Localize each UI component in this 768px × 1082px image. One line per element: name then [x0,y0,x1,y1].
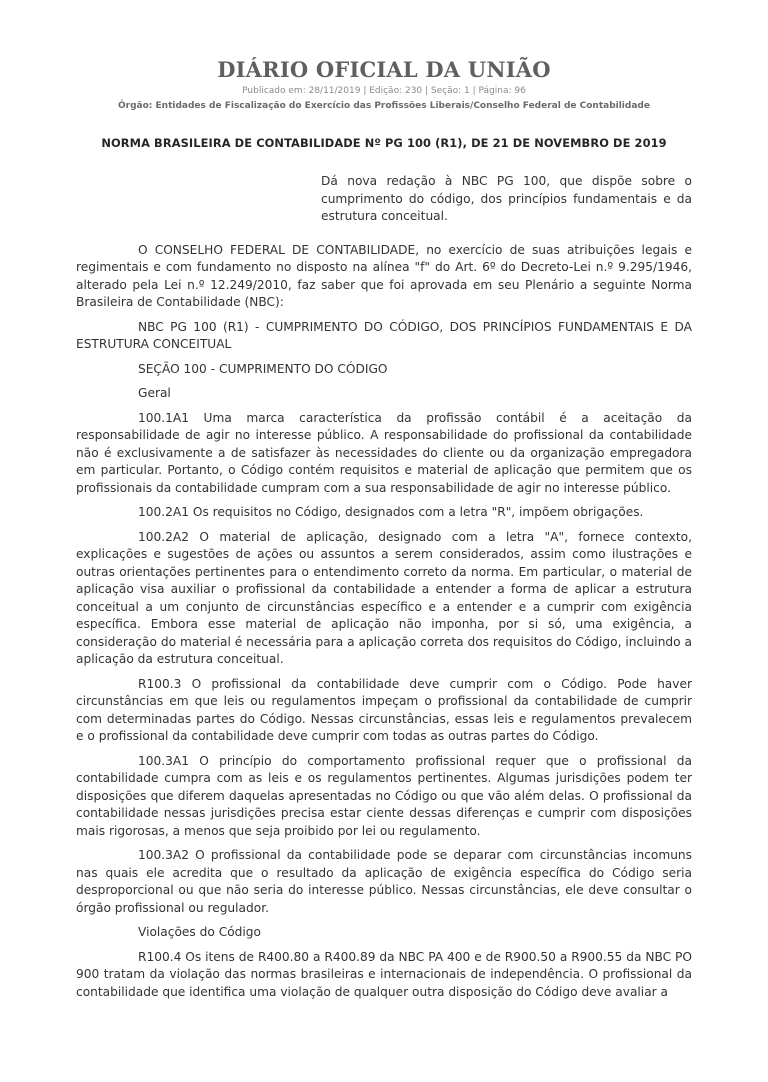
paragraph-100-2a1: 100.2A1 Os requisitos no Código, designados com a letra "R", impõem obrigações. [138,505,644,519]
paragraph-preamble: O CONSELHO FEDERAL DE CONTABILIDADE, no exercício de suas atribuições legais e regimentais e com fundamento no disposto na alínea "f" do Art. 6º do Decreto-Lei n.º 9.295/1946, alterado pela Lei n.º 12.249/2010, faz saber que foi aprovada em seu Plenário a seguinte Norma Brasileira de Contabilidade (NBC): [76,242,692,309]
paragraph-100-3a2: 100.3A2 O profissional da contabilidade pode se deparar com circunstâncias incomuns nas quais ele acredita que o resultado da aplicação de exigência específica do Código seria desproporcional ou que não seria do interesse público. Nessas circunstâncias, ele deve consultar o órgão profissional ou regulador. [76,848,692,915]
document-page [0,58,768,1082]
ementa: Dá nova redação à NBC PG 100, que dispõe sobre o cumprimento do código, dos princípios fundamentais e da estrutura conceitual. [321,174,692,223]
paragraph-r100-4: R100.4 Os itens de R400.80 a R400.89 da NBC PA 400 e de R900.50 a R900.55 da NBC PO 900 tratam da violação das normas brasileiras e internacionais de independência. O profissional da contabilidade que identifica uma violação de qualquer outra disposição do Código deve avaliar a [76,949,692,999]
paragraph-100-3a1: 100.3A1 O princípio do comportamento profissional requer que o profissional da contabilidade cumpra com as leis e os regulamentos pertinentes. Algumas jurisdições podem ter disposições que diferem daquelas apresentadas no Código ou que vão além delas. O profissional da contabilidade nessas jurisdições precisa estar ciente dessas diferenças e cumprir com disposições mais rigorosas, a menos que seja proibido por lei ou regulamento. [76,753,692,838]
norm-title: NORMA BRASILEIRA DE CONTABILIDADE Nº PG 100 (R1), DE 21 DE NOVEMBRO DE 2019 [101,136,667,150]
paragraph-100-2a2: 100.2A2 O material de aplicação, designado com a letra "A", fornece contexto, explicações e sugestões de ações ou assuntos a serem considerados, assim como ilustrações e outras orientações pertinentes para o entendimento correto da norma. Em particular, o material de aplicação visa auxiliar o profissional da contabilidade a entender a forma de aplicar a estrutura conceitual a um conjunto de circunstâncias específico e a entender e a cumprir com exigência específica. Embora esse material de aplicação não imponha, por si só, uma exigência, a consideração do material é necessária para a aplicação correta dos requisitos do Código, incluindo a aplicação da estrutura conceitual. [76,529,692,666]
issuing-organ: Órgão: Entidades de Fiscalização do Exercício das Profissões Liberais/Conselho Federal de Contabilidade [118,101,650,111]
publication-info: Publicado em: 28/11/2019 | Edição: 230 | Seção: 1 | Página: 96 [242,86,526,96]
publication-title: DIÁRIO OFICIAL DA UNIÃO [217,57,551,82]
masthead [76,58,692,112]
subsection-heading-geral: Geral [138,386,171,400]
paragraph-norm-name: NBC PG 100 (R1) - CUMPRIMENTO DO CÓDIGO, DOS PRINCÍPIOS FUNDAMENTAIS E DA ESTRUTURA CONCEITUAL [76,319,692,351]
document-body [76,242,692,1002]
paragraph-100-1a1: 100.1A1 Uma marca característica da profissão contábil é a aceitação da responsabilidade de agir no interesse público. A responsabilidade do profissional da contabilidade não é exclusivamente a de satisfazer às necessidades do cliente ou da organização empregadora em particular. Portanto, o Código contém requisitos e material de aplicação que permitem que os profissionais da contabilidade cumpram com a sua responsabilidade de agir no interesse público. [76,410,692,495]
subsection-heading-violacoes: Violações do Código [138,925,261,939]
section-heading: SEÇÃO 100 - CUMPRIMENTO DO CÓDIGO [138,361,388,376]
paragraph-r100-3: R100.3 O profissional da contabilidade deve cumprir com o Código. Pode haver circunstâncias em que leis ou regulamentos impeçam o profissional da contabilidade de cumprir com determinadas partes do Código. Nessas circunstâncias, essas leis e regulamentos prevalecem e o profissional da contabilidade deve cumprir com todas as outras partes do Código. [76,676,692,743]
